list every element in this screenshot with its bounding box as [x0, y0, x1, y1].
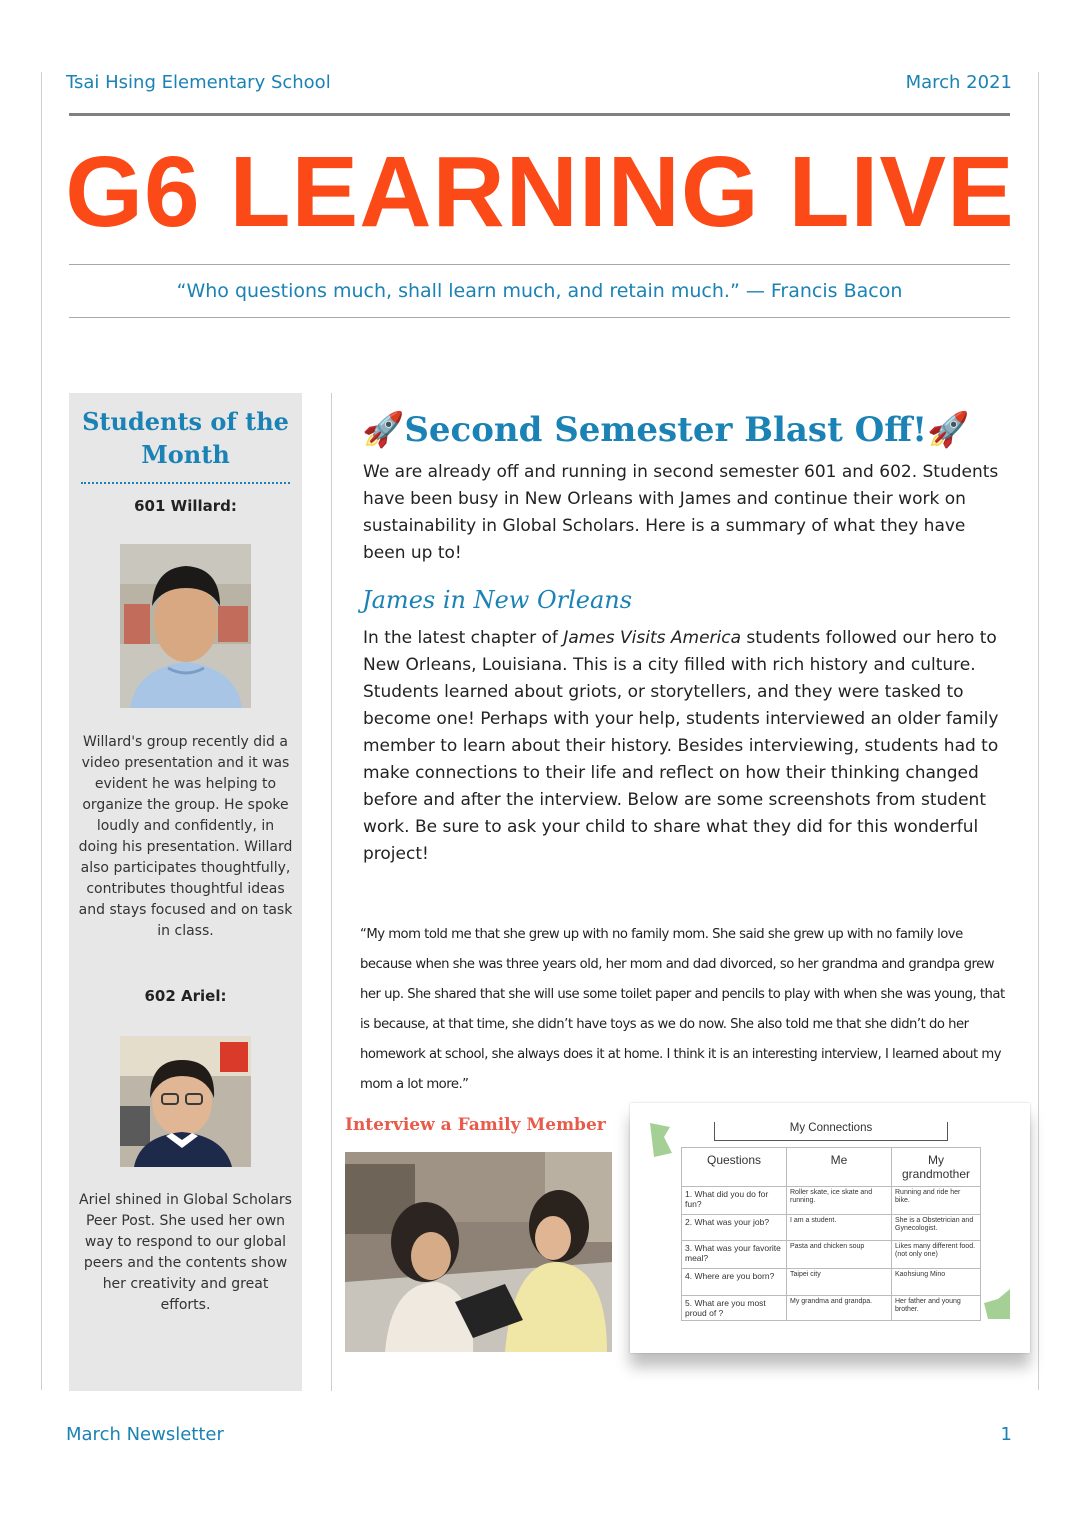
table-cell: I am a student. — [787, 1215, 892, 1241]
table-header-row — [682, 1148, 981, 1187]
student-name: 602 Ariel: — [144, 987, 227, 1005]
table-cell: Pasta and chicken soup — [787, 1241, 892, 1269]
table-cell: 4. Where are you born? — [682, 1269, 787, 1296]
title-rule — [69, 264, 1010, 265]
column-header: My grandmother — [892, 1148, 981, 1187]
table-cell: She is a Obstetrician and Gynecologist. — [892, 1215, 981, 1241]
sidebar-divider — [81, 482, 290, 484]
table-cell: 5. What are you most proud of ? — [682, 1296, 787, 1321]
worksheet-table — [681, 1147, 981, 1321]
table-cell: Taipei city — [787, 1269, 892, 1296]
table-cell: My grandma and grandpa. — [787, 1296, 892, 1321]
table-row — [682, 1215, 981, 1241]
leaf-decoration-icon — [650, 1123, 672, 1157]
column-header: Questions — [682, 1148, 787, 1187]
table-cell: 2. What was your job? — [682, 1215, 787, 1241]
body-text: students followed our hero to New Orleans, Louisiana. This is a city filled with rich history and culture. Students learned about griots, or storytellers, and they were tasked to become one! Perhaps with your help, students interviewed an older family member to learn about their history. Besides interviewing, students had to make connections to their life and reflect on how their thinking changed before and after the interview. Below are some screenshots from student work. Be sure to ask your child to share what they did for this wonderful project! — [363, 628, 999, 864]
article-body — [363, 625, 1013, 868]
article-title: 🚀Second Semester Blast Off!🚀 — [362, 410, 970, 450]
right-margin-line — [1038, 72, 1039, 1390]
newsletter-title: G6 LEARNING LIVE — [65, 136, 1015, 248]
header-quote: “Who questions much, shall learn much, and retain much.” — Francis Bacon — [176, 280, 903, 302]
student-description: Willard's group recently did a video presentation and it was evident he was helping to organize the group. He spoke loudly and confidently, in doing his presentation. Willard also participates thoughtfully, contributes thoughtful ideas and stays focused and on task in class. — [78, 734, 293, 939]
footer-label: March Newsletter — [66, 1424, 224, 1445]
students-of-month-sidebar — [69, 393, 302, 1391]
body-text: In the latest chapter of — [363, 628, 564, 648]
article-intro: We are already off and running in second semester 601 and 602. Students have been busy in New Orleans with James and continue their work on sustainability in Global Scholars. Here is a summary of what they have been up to! — [363, 462, 999, 563]
section-subtitle: James in New Orleans — [362, 586, 633, 614]
header-rule — [69, 113, 1010, 116]
worksheet-title: My Connections — [714, 1122, 948, 1141]
interview-photo — [345, 1152, 612, 1352]
table-cell: Her father and young brother. — [892, 1296, 981, 1321]
table-cell: 3. What was your favorite meal? — [682, 1241, 787, 1269]
interview-caption: Interview a Family Member — [345, 1115, 606, 1135]
left-margin-line — [41, 72, 42, 1390]
sidebar-title: Students of the Month — [82, 407, 289, 469]
book-title: James Visits America — [563, 628, 742, 648]
school-name: Tsai Hsing Elementary School — [66, 72, 331, 93]
table-row — [682, 1296, 981, 1321]
student-photo-willard — [120, 544, 251, 708]
table-row — [682, 1187, 981, 1215]
student-description: Ariel shined in Global Scholars Peer Post. She used her own way to respond to our global peers and the contents show her creativity and great efforts. — [79, 1192, 292, 1313]
table-row — [682, 1241, 981, 1269]
student-name: 601 Willard: — [134, 497, 237, 515]
column-divider — [331, 393, 332, 1391]
quote-rule — [69, 317, 1010, 318]
student-quote: “My mom told me that she grew up with no family mom. She said she grew up with no family love because when she was three years old, her mom and dad divorced, so her grandma and grandpa grew her up. She shared that she will use some toilet paper and pencils to play with when she was young, that is because, at that time, she didn’t have toys as we do now. She also told me that she didn’t do her homework at school, she always does it at home. I think it is an interesting interview, I learned about my mom a lot more.” — [360, 927, 1005, 1092]
page-number: 1 — [1000, 1424, 1012, 1445]
table-cell: Kaohsiung Mino — [892, 1269, 981, 1296]
issue-date: March 2021 — [905, 72, 1012, 93]
connections-worksheet — [630, 1103, 1030, 1353]
column-header: Me — [787, 1148, 892, 1187]
table-row — [682, 1269, 981, 1296]
table-cell: Likes many different food.(not only one) — [892, 1241, 981, 1269]
table-cell: Running and ride her bike. — [892, 1187, 981, 1215]
leaf-decoration-icon — [984, 1289, 1010, 1319]
table-cell: Roller skate, ice skate and running. — [787, 1187, 892, 1215]
table-cell: 1. What did you do for fun? — [682, 1187, 787, 1215]
student-photo-ariel — [120, 1036, 251, 1167]
